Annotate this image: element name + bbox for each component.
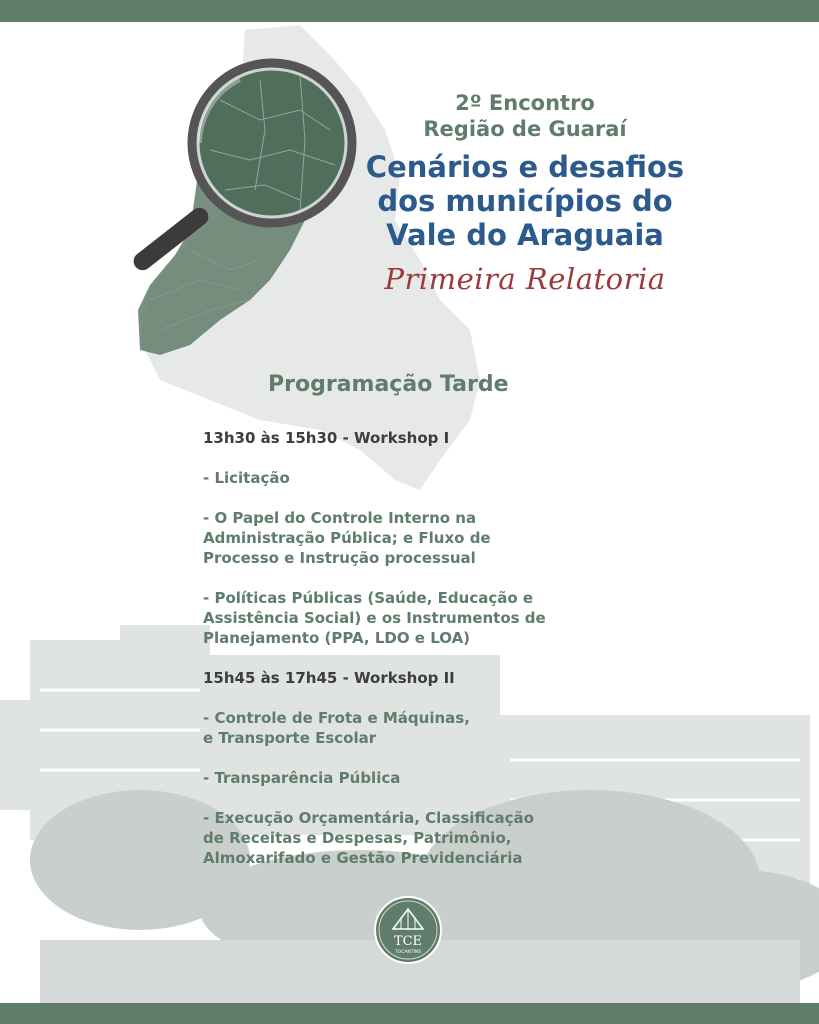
event-subtitle: Primeira Relatoria	[384, 262, 666, 296]
event-edition: 2º Encontro	[455, 91, 595, 115]
title-block	[340, 90, 710, 296]
workshop-heading: 15h45 às 17h45 - Workshop II	[203, 669, 455, 687]
event-theme	[340, 150, 710, 252]
logo-text: TCE	[393, 934, 423, 949]
list-item: - Políticas Públicas (Saúde, Educação e Assistência Social) e os Instrumentos de Planejamento (PPA, LDO e LOA)	[203, 589, 546, 647]
logo-subtext: TOCANTINS	[394, 950, 422, 955]
event-region: Região de Guaraí	[423, 117, 627, 141]
theme-line: Cenários e desafios	[365, 150, 685, 184]
workshop-heading: 13h30 às 15h30 - Workshop I	[203, 429, 450, 447]
list-item: - Controle de Frota e Máquinas, e Transporte Escolar	[203, 709, 470, 747]
magnifier-lens	[192, 63, 352, 223]
bottom-bar	[0, 1003, 819, 1024]
theme-line: Vale do Araguaia	[386, 218, 664, 252]
program-schedule	[203, 428, 603, 868]
list-item: - O Papel do Controle Interno na Administração Pública; e Fluxo de Processo e Instrução processual	[203, 509, 491, 567]
theme-line: dos municípios do	[377, 184, 673, 218]
list-item: - Execução Orçamentária, Classificação de Receitas e Despesas, Patrimônio, Almoxarifado e Gestão Previdenciária	[203, 809, 534, 867]
list-item: - Transparência Pública	[203, 769, 401, 787]
program-title: Programação Tarde	[268, 372, 509, 397]
list-item: - Licitação	[203, 469, 290, 487]
tce-logo	[373, 895, 443, 965]
